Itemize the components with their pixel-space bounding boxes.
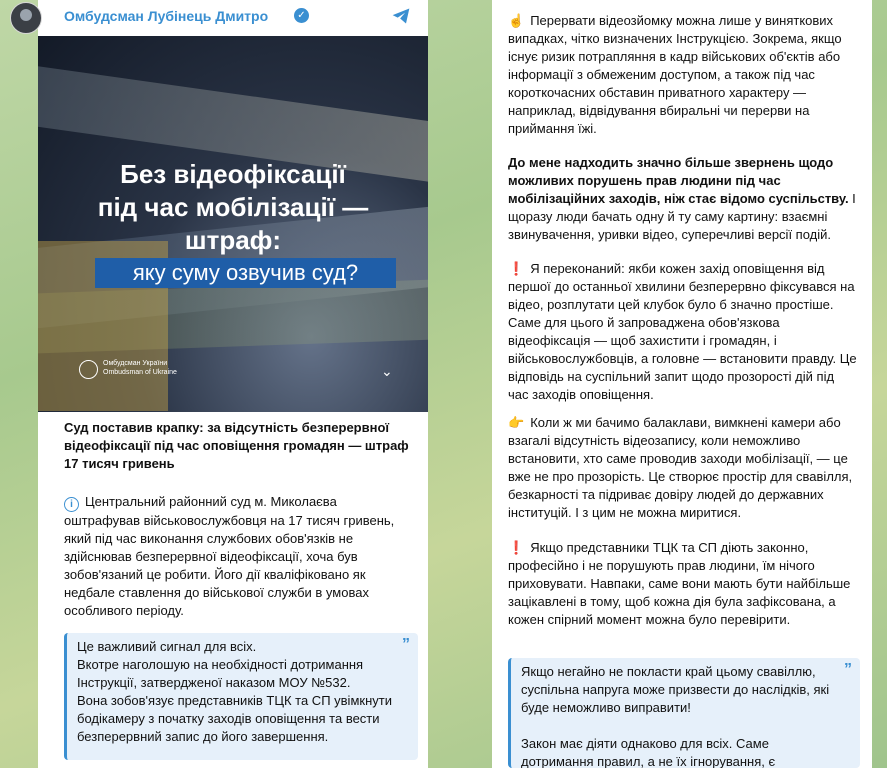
post-paragraph — [508, 12, 858, 138]
ombudsman-logo — [79, 356, 209, 390]
channel-name[interactable]: Омбудсман Лубінець Дмитро — [64, 8, 269, 24]
exclamation-icon: ❗ — [508, 261, 525, 276]
quote-line: Вкотре наголошую на необхідності дотримання Інструкції, затвердженої наказом МОУ №532. — [77, 657, 364, 690]
hero-title-line1: Без відеофіксації — [120, 159, 346, 189]
channel-header — [38, 0, 428, 36]
blockquote — [508, 658, 860, 768]
logo-line1: Омбудсман України — [103, 360, 168, 367]
quote-mark-icon: ” — [402, 636, 410, 653]
paragraph-text: Я переконаний: якби кожен захід оповіщення від першої до останньої хвилини безперервно фіксувався на відео, розплутати цей клубок було б значно простіше. Саме для цього й запроваджена обов'язкова відеофіксація — щоб захистити і громадян, і військовослужбовців, а головне — встановити правду. Це відповідь на суспільний запит щодо прозорості дій під час заходів оповіщення. — [508, 261, 857, 402]
avatar[interactable] — [10, 2, 42, 34]
hero-title — [38, 158, 428, 257]
quote-line: Якщо негайно не покласти край цьому свавіллю, суспільна напруга може призвести до наслідків, які буде неможливо виправити! — [521, 664, 830, 715]
hero-subtitle: яку суму озвучив суд? — [95, 258, 396, 288]
paragraph-bold-text: До мене надходить значно більше звернень щодо можливих порушень прав людини під час мобілізаційних заходів, ніж стає відомо суспільству. — [508, 155, 849, 206]
quote-line: Це важливий сигнал для всіх. — [77, 639, 257, 654]
telegram-share-icon[interactable] — [390, 6, 412, 26]
quote-mark-icon: ” — [844, 661, 852, 678]
hero-image[interactable] — [38, 36, 428, 412]
info-icon: i — [64, 497, 79, 512]
hero-title-line3: штраф: — [184, 225, 282, 255]
post-paragraph — [508, 154, 858, 244]
paragraph-text: Перервати відеозйомку можна лише у виняткових випадках, чітко визначених Інструкцією. Зокрема, якщо існує ризик потрапляння в кадр військових об'єктів або інформації з обмеженим доступом, а також під час короткочасних обставин приватного характеру — наприклад, відвідування вбиральні чи перерви на приймання їжі. — [508, 13, 842, 136]
chevron-down-icon[interactable]: ⌄ — [381, 363, 393, 379]
paragraph-text: І щоразу люди бачать одну й ту саму картину: взаємні звинувачення, уривки відео, суперечливі версії подій. — [508, 191, 856, 242]
post-left — [38, 0, 428, 768]
post-right — [492, 0, 872, 768]
paragraph-text: Центральний районний суд м. Миколаєва оштрафував військовослужбовця на 17 тисяч гривень, який під час виконання службових обов'язків не здійснював безперервної відеофіксації, хоча був зобов'язаний це робити. Його дії кваліфіковано як недбале ставлення до військової служби в умовах особливого періоду. — [64, 494, 395, 618]
ombudsman-logo-icon — [79, 360, 98, 379]
post-paragraph — [64, 493, 414, 620]
paragraph-text: Коли ж ми бачимо балаклави, вимкнені камери або взагалі відсутність відеозапису, коли неможливо встановити, хто саме проводив заходи мобілізації, — це вже не про прозорість. Це створює простір для свавілля, безкарності та підриває довіру людей до державних інституцій. І з цим не можна миритися. — [508, 415, 853, 520]
verified-check-icon: ✓ — [294, 8, 309, 23]
paragraph-text: Якщо представники ТЦК та СП діють законно, професійно і не порушують прав людини, їм нічого приховувати. Навпаки, саме вони мають бути найбільше зацікавлені в тому, щоб кожна дія була зафіксована, а кожен спірний момент можна було перевірити. — [508, 540, 851, 627]
post-lead: Суд поставив крапку: за відсутність безперервної відеофіксації під час оповіщення громадян — штраф 17 тисяч гривень — [64, 420, 409, 471]
blockquote — [64, 633, 418, 760]
post-paragraph — [508, 260, 858, 404]
pointing-right-icon: 👉 — [508, 415, 525, 430]
exclamation-icon: ❗ — [508, 540, 525, 555]
quote-line: Вона зобов'язує представників ТЦК та СП увімкнути бодікамеру з початку заходів оповіщення та вести безперервний запис до його завершення. — [77, 693, 392, 744]
logo-line2: Ombudsman of Ukraine — [103, 369, 177, 376]
hero-title-line2: під час мобілізації — — [97, 192, 369, 222]
quote-line: Закон має діяти однаково для всіх. Саме дотримання правил, а не їх ігнорування, є — [521, 736, 776, 768]
post-paragraph — [508, 539, 858, 629]
pointing-up-icon: ☝️ — [508, 13, 525, 28]
post-paragraph — [508, 414, 858, 522]
